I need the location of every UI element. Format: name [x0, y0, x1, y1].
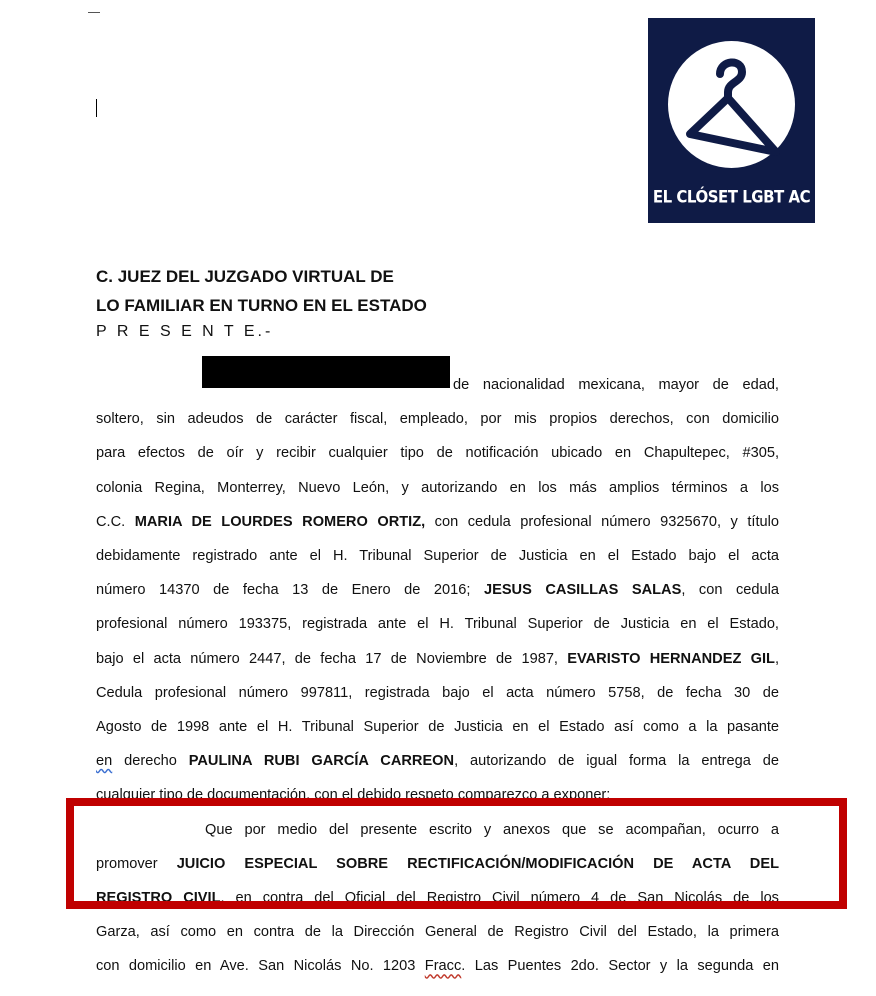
body-line: para efectos de oír y recibir cualquier tipo de notificación ubicado en Chapultepec, #305,	[96, 445, 779, 462]
intern-name: PAULINA RUBI GARCÍA CARREON	[188, 753, 455, 770]
body-line: cualquier tipo de documentación, con el debido respeto comparezco a exponer:	[96, 787, 611, 804]
body-line: C.C. MARIA DE LOURDES ROMERO ORTIZ, con cedula profesional número 9325670, y título	[96, 513, 779, 530]
body-line: REGISTRO CIVIL, en contra del Oficial del Registro Civil número 4 de San Nicolás de los	[96, 890, 779, 907]
attorney-name: JESUS CASILLAS SALAS	[483, 582, 682, 599]
body-line: número 14370 de fecha 13 de Enero de 2016; JESUS CASILLAS SALAS, con cedula	[96, 582, 779, 599]
organization-logo	[648, 18, 815, 223]
body-line: promover JUICIO ESPECIAL SOBRE RECTIFICACIÓN/MODIFICACIÓN DE ACTA DEL	[96, 855, 779, 872]
body-line: bajo el acta número 2447, de fecha 17 de Noviembre de 1987, EVARISTO HERNANDEZ GIL,	[96, 650, 779, 667]
logo-text: EL CLÓSET LGBT AC	[652, 186, 811, 208]
body-line: soltero, sin adeudos de carácter fiscal, empleado, por mis propios derechos, con domicilio	[96, 411, 779, 428]
body-line: en derecho PAULINA RUBI GARCÍA CARREON, autorizando de igual forma la entrega de	[96, 753, 779, 770]
spelling-flag: Fracc	[424, 958, 462, 975]
body-line: profesional número 193375, registrada ante el H. Tribunal Superior de Justicia en el Estado,	[96, 616, 779, 633]
highlight-box	[66, 798, 847, 909]
body-line: colonia Regina, Monterrey, Nuevo León, y autorizando en los más amplios términos a los	[96, 479, 779, 496]
lawsuit-title-end: REGISTRO CIVIL	[96, 890, 221, 907]
body-line: Garza, así como en contra de la Dirección General de Registro Civil del Estado, la primera	[96, 924, 779, 941]
lawsuit-title: JUICIO ESPECIAL SOBRE RECTIFICACIÓN/MODIFICACIÓN DE ACTA DEL	[176, 855, 779, 872]
corner-mark	[88, 12, 100, 13]
body-line: con domicilio en Ave. San Nicolás No. 1203 Fracc. Las Puentes 2do. Sector y la segunda en	[96, 958, 779, 975]
addressee-header	[96, 262, 427, 344]
body-line: Cedula profesional número 997811, registrada bajo el acta número 5758, de fecha 30 de	[96, 684, 779, 701]
header-line-1: C. JUEZ DEL JUZGADO VIRTUAL DE	[96, 267, 394, 286]
body-line: debidamente registrado ante el H. Tribunal Superior de Justicia en el Estado bajo el acta	[96, 548, 779, 565]
header-presente: P R E S E N T E.-	[96, 323, 274, 340]
redacted-name-block	[202, 356, 450, 388]
body-line: Agosto de 1998 ante el H. Tribunal Superior de Justicia en el Estado así como a la pasante	[96, 719, 779, 736]
text-cursor	[96, 99, 97, 117]
attorney-name: EVARISTO HERNANDEZ GIL	[567, 650, 775, 667]
hanger-icon	[676, 52, 788, 164]
body-line: Que por medio del presente escrito y anexos que se acompañan, ocurro a	[205, 821, 779, 838]
attorney-name: MARIA DE LOURDES ROMERO ORTIZ,	[134, 513, 426, 530]
body-line: de nacionalidad mexicana, mayor de edad,	[453, 377, 779, 393]
header-line-2: LO FAMILIAR EN TURNO EN EL ESTADO	[96, 296, 427, 315]
grammar-flag: en	[96, 753, 113, 770]
